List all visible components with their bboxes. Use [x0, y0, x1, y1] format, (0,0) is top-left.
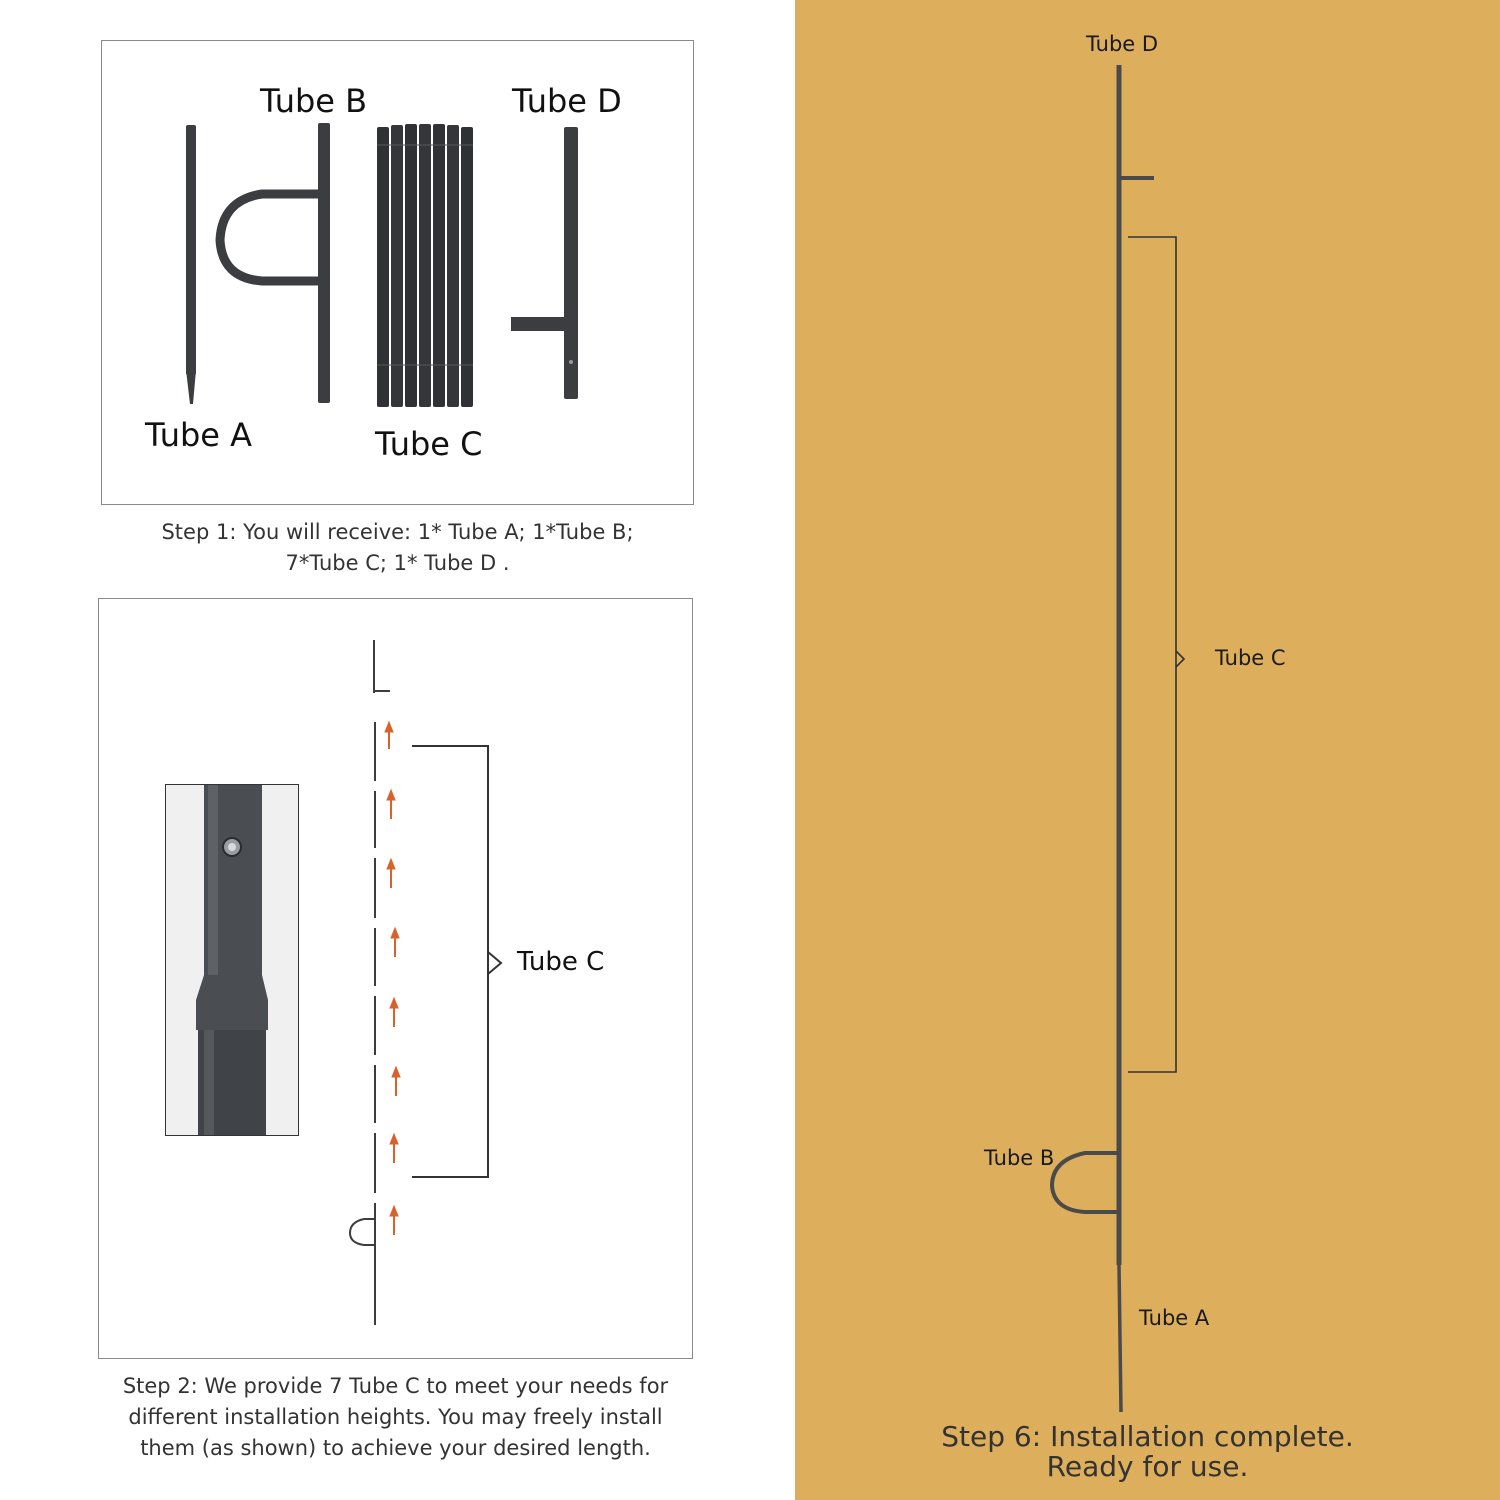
tube-a-label: Tube A [145, 416, 253, 454]
step1-caption-line2: 7*Tube C; 1* Tube D . [285, 551, 510, 575]
tube-c-label: Tube C [375, 425, 483, 463]
step2-caption-line3: them (as shown) to achieve your desired length. [140, 1436, 651, 1460]
right-tube-c-bracket [1128, 237, 1184, 1072]
tube-d-label: Tube D [512, 82, 622, 120]
step6-caption-line2: Ready for use. [1046, 1450, 1249, 1483]
step2-tube-c-label: Tube C [517, 947, 605, 977]
right-tube-a-label: Tube A [1139, 1306, 1210, 1330]
step1-caption-line1: Step 1: You will receive: 1* Tube A; 1*Tube B; [161, 520, 634, 544]
right-tube-b-label: Tube B [984, 1146, 1055, 1170]
tube-b-label: Tube B [260, 82, 368, 120]
step2-caption-line2: different installation heights. You may freely install [128, 1405, 663, 1429]
step2-caption-line1: Step 2: We provide 7 Tube C to meet your needs for [122, 1374, 669, 1398]
step6-caption [795, 1422, 1500, 1482]
assembled-post [1052, 65, 1154, 1412]
right-tube-c-label: Tube C [1215, 646, 1286, 670]
right-tube-d-label: Tube D [1086, 32, 1159, 56]
step6-caption-line1: Step 6: Installation complete. [941, 1420, 1354, 1453]
